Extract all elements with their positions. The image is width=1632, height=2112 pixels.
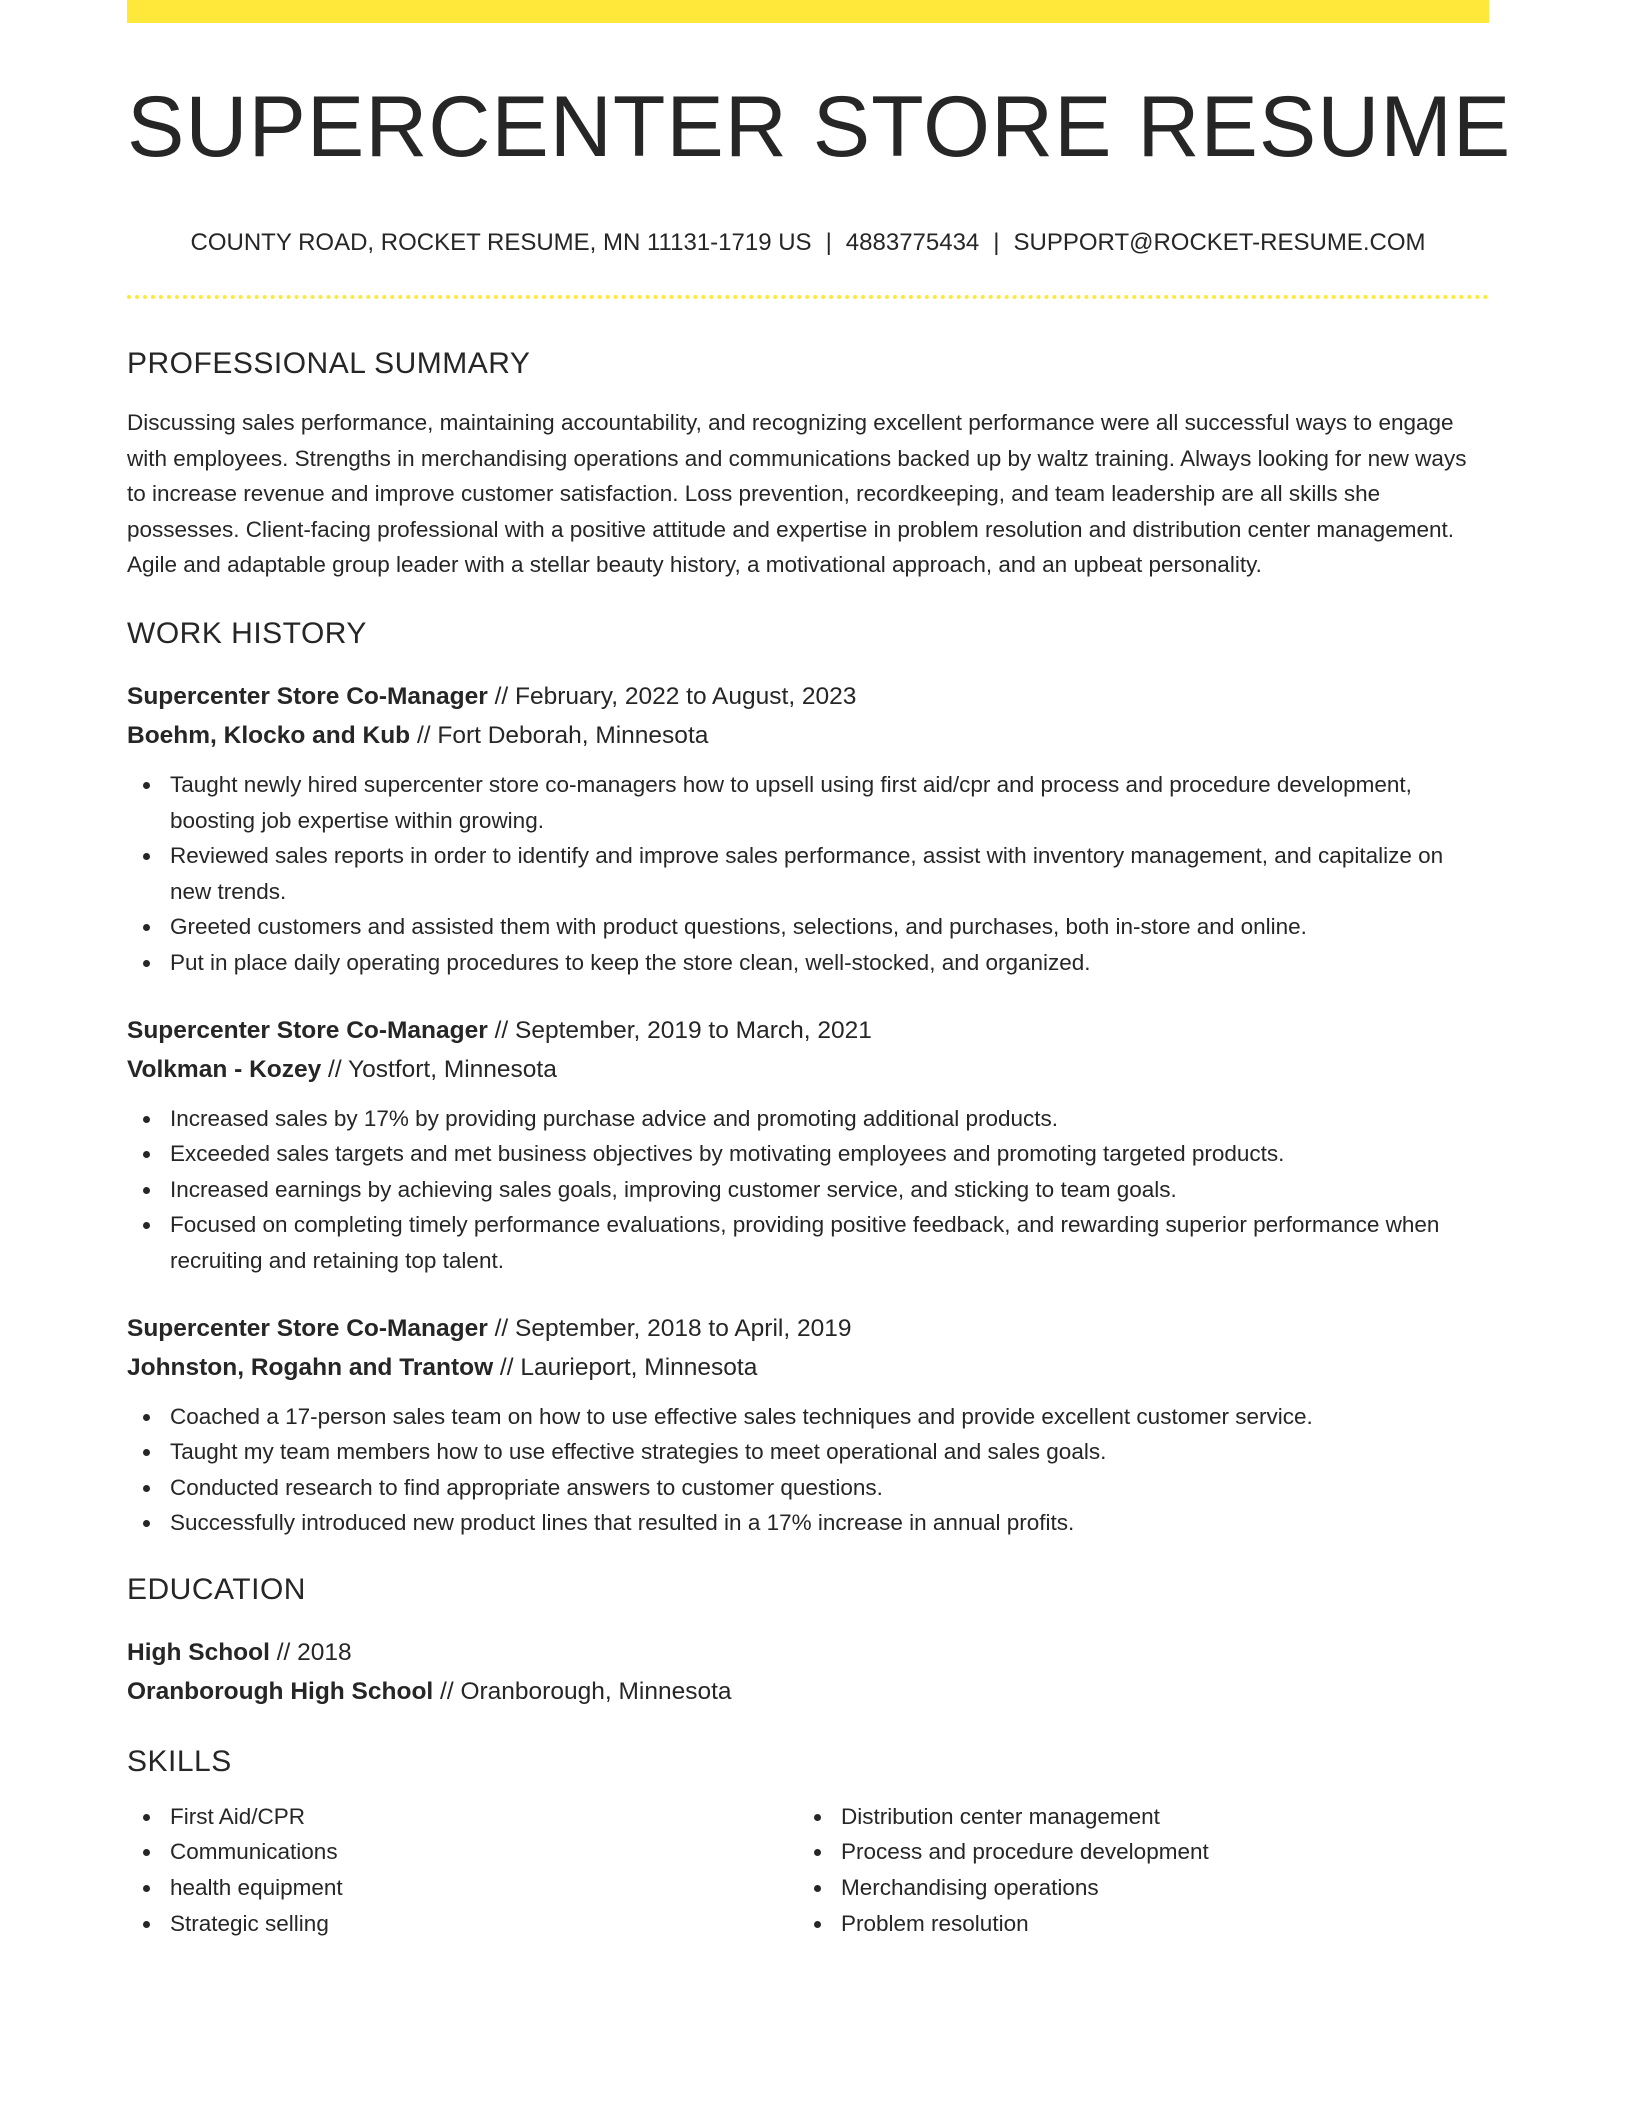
job-bullet: Taught my team members how to use effective strategies to meet operational and sales goals. bbox=[170, 1434, 1489, 1470]
job-dates: September, 2019 to March, 2021 bbox=[515, 1016, 872, 1044]
job-bullet: Conducted research to find appropriate answers to customer questions. bbox=[170, 1470, 1489, 1506]
job-location: Laurieport, Minnesota bbox=[520, 1353, 758, 1381]
job-separator: // bbox=[487, 1314, 516, 1342]
skill-item: Merchandising operations bbox=[841, 1870, 1469, 1906]
job-bullet: Reviewed sales reports in order to identify and improve sales performance, assist with inventory management, and capitalize on new trends. bbox=[170, 838, 1489, 909]
dotted-divider bbox=[127, 295, 1489, 299]
job-bullet: Increased sales by 17% by providing purchase advice and promoting additional products. bbox=[170, 1101, 1489, 1137]
job-bullets bbox=[127, 1101, 1489, 1279]
job-bullet: Greeted customers and assisted them with product questions, selections, and purchases, both in-store and online. bbox=[170, 909, 1489, 945]
job-entry bbox=[127, 1309, 1489, 1541]
contact-separator: | bbox=[825, 229, 832, 256]
job-dates: February, 2022 to August, 2023 bbox=[515, 682, 857, 710]
job-bullet: Put in place daily operating procedures to keep the store clean, well-stocked, and organized. bbox=[170, 945, 1489, 981]
contact-address: COUNTY ROAD, ROCKET RESUME, MN 11131-1719 US bbox=[190, 229, 812, 256]
job-title: Supercenter Store Co-Manager bbox=[127, 1016, 488, 1044]
resume-title: SUPERCENTER STORE RESUME bbox=[127, 79, 1512, 175]
job-bullet: Exceeded sales targets and met business objectives by motivating employees and promoting targeted products. bbox=[170, 1136, 1489, 1172]
work-history-heading: WORK HISTORY bbox=[127, 616, 367, 650]
contact-separator: | bbox=[993, 229, 1000, 256]
job-company: Johnston, Rogahn and Trantow bbox=[127, 1353, 494, 1381]
job-location: Fort Deborah, Minnesota bbox=[437, 721, 709, 749]
summary-heading: PROFESSIONAL SUMMARY bbox=[127, 347, 531, 380]
job-separator: // bbox=[410, 721, 438, 749]
skill-item: Strategic selling bbox=[170, 1906, 798, 1942]
contact-phone: 4883775434 bbox=[845, 229, 980, 256]
resume-page bbox=[127, 0, 1512, 1941]
education-school-line bbox=[127, 1672, 1489, 1711]
job-separator: // bbox=[493, 1353, 521, 1381]
job-company: Boehm, Klocko and Kub bbox=[127, 721, 411, 749]
job-bullet: Taught newly hired supercenter store co-managers how to upsell using first aid/cpr and process and procedure development, boosting job expertise within growing. bbox=[170, 767, 1489, 838]
job-title-line bbox=[127, 677, 1489, 716]
education-year: 2018 bbox=[297, 1638, 352, 1666]
job-title: Supercenter Store Co-Manager bbox=[127, 682, 488, 710]
skills-column-left bbox=[127, 1799, 798, 1941]
job-bullet: Coached a 17-person sales team on how to use effective sales techniques and provide excellent customer service. bbox=[170, 1399, 1489, 1435]
job-separator: // bbox=[321, 1055, 349, 1083]
job-location: Yostfort, Minnesota bbox=[348, 1055, 557, 1083]
job-dates: September, 2018 to April, 2019 bbox=[515, 1314, 852, 1342]
contact-email: SUPPORT@ROCKET-RESUME.COM bbox=[1013, 229, 1426, 256]
skill-item: First Aid/CPR bbox=[170, 1799, 798, 1835]
education-location: Oranborough, Minnesota bbox=[460, 1677, 732, 1705]
education-separator: // bbox=[269, 1638, 298, 1666]
education-school: Oranborough High School bbox=[127, 1677, 434, 1705]
education-separator: // bbox=[433, 1677, 461, 1705]
job-bullets bbox=[127, 767, 1489, 981]
skills-grid bbox=[127, 1799, 1489, 1941]
job-company-line bbox=[127, 1348, 1489, 1387]
skill-item: Problem resolution bbox=[841, 1906, 1469, 1942]
job-company-line bbox=[127, 1050, 1489, 1089]
accent-bar bbox=[127, 0, 1489, 23]
summary-text: Discussing sales performance, maintaining accountability, and recognizing excellent performance were all successful ways to engage with employees. Strengths in merchandising operations and communications backed up by waltz training. Always looking for new ways to increase revenue and improve customer satisfaction. Loss prevention, recordkeeping, and team leadership are all skills she possesses. Client-facing professional with a positive attitude and expertise in problem resolution and distribution center management. Agile and adaptable group leader with a stellar beauty history, a motivational approach, and an upbeat personality. bbox=[127, 410, 1467, 578]
job-separator: // bbox=[487, 1016, 516, 1044]
job-bullets bbox=[127, 1399, 1489, 1541]
job-title-line bbox=[127, 1011, 1489, 1050]
skills-column-right bbox=[798, 1799, 1469, 1941]
job-entry bbox=[127, 677, 1489, 981]
education-heading: EDUCATION bbox=[127, 1572, 306, 1606]
job-bullet: Increased earnings by achieving sales goals, improving customer service, and sticking to team goals. bbox=[170, 1172, 1489, 1208]
job-title: Supercenter Store Co-Manager bbox=[127, 1314, 488, 1342]
education-degree-line bbox=[127, 1633, 1489, 1672]
skills-heading: SKILLS bbox=[127, 1744, 232, 1778]
skill-item: Communications bbox=[170, 1834, 798, 1870]
skill-item: Distribution center management bbox=[841, 1799, 1469, 1835]
education-degree: High School bbox=[127, 1638, 270, 1666]
contact-line bbox=[127, 231, 1489, 255]
job-company: Volkman - Kozey bbox=[127, 1055, 322, 1083]
job-entry bbox=[127, 1011, 1489, 1279]
skill-item: health equipment bbox=[170, 1870, 798, 1906]
job-title-line bbox=[127, 1309, 1489, 1348]
job-bullet: Successfully introduced new product lines that resulted in a 17% increase in annual profits. bbox=[170, 1505, 1489, 1541]
job-bullet: Focused on completing timely performance evaluations, providing positive feedback, and rewarding superior performance when recruiting and retaining top talent. bbox=[170, 1207, 1489, 1278]
job-company-line bbox=[127, 716, 1489, 755]
job-separator: // bbox=[487, 682, 516, 710]
skill-item: Process and procedure development bbox=[841, 1834, 1469, 1870]
education-entry bbox=[127, 1633, 1489, 1711]
